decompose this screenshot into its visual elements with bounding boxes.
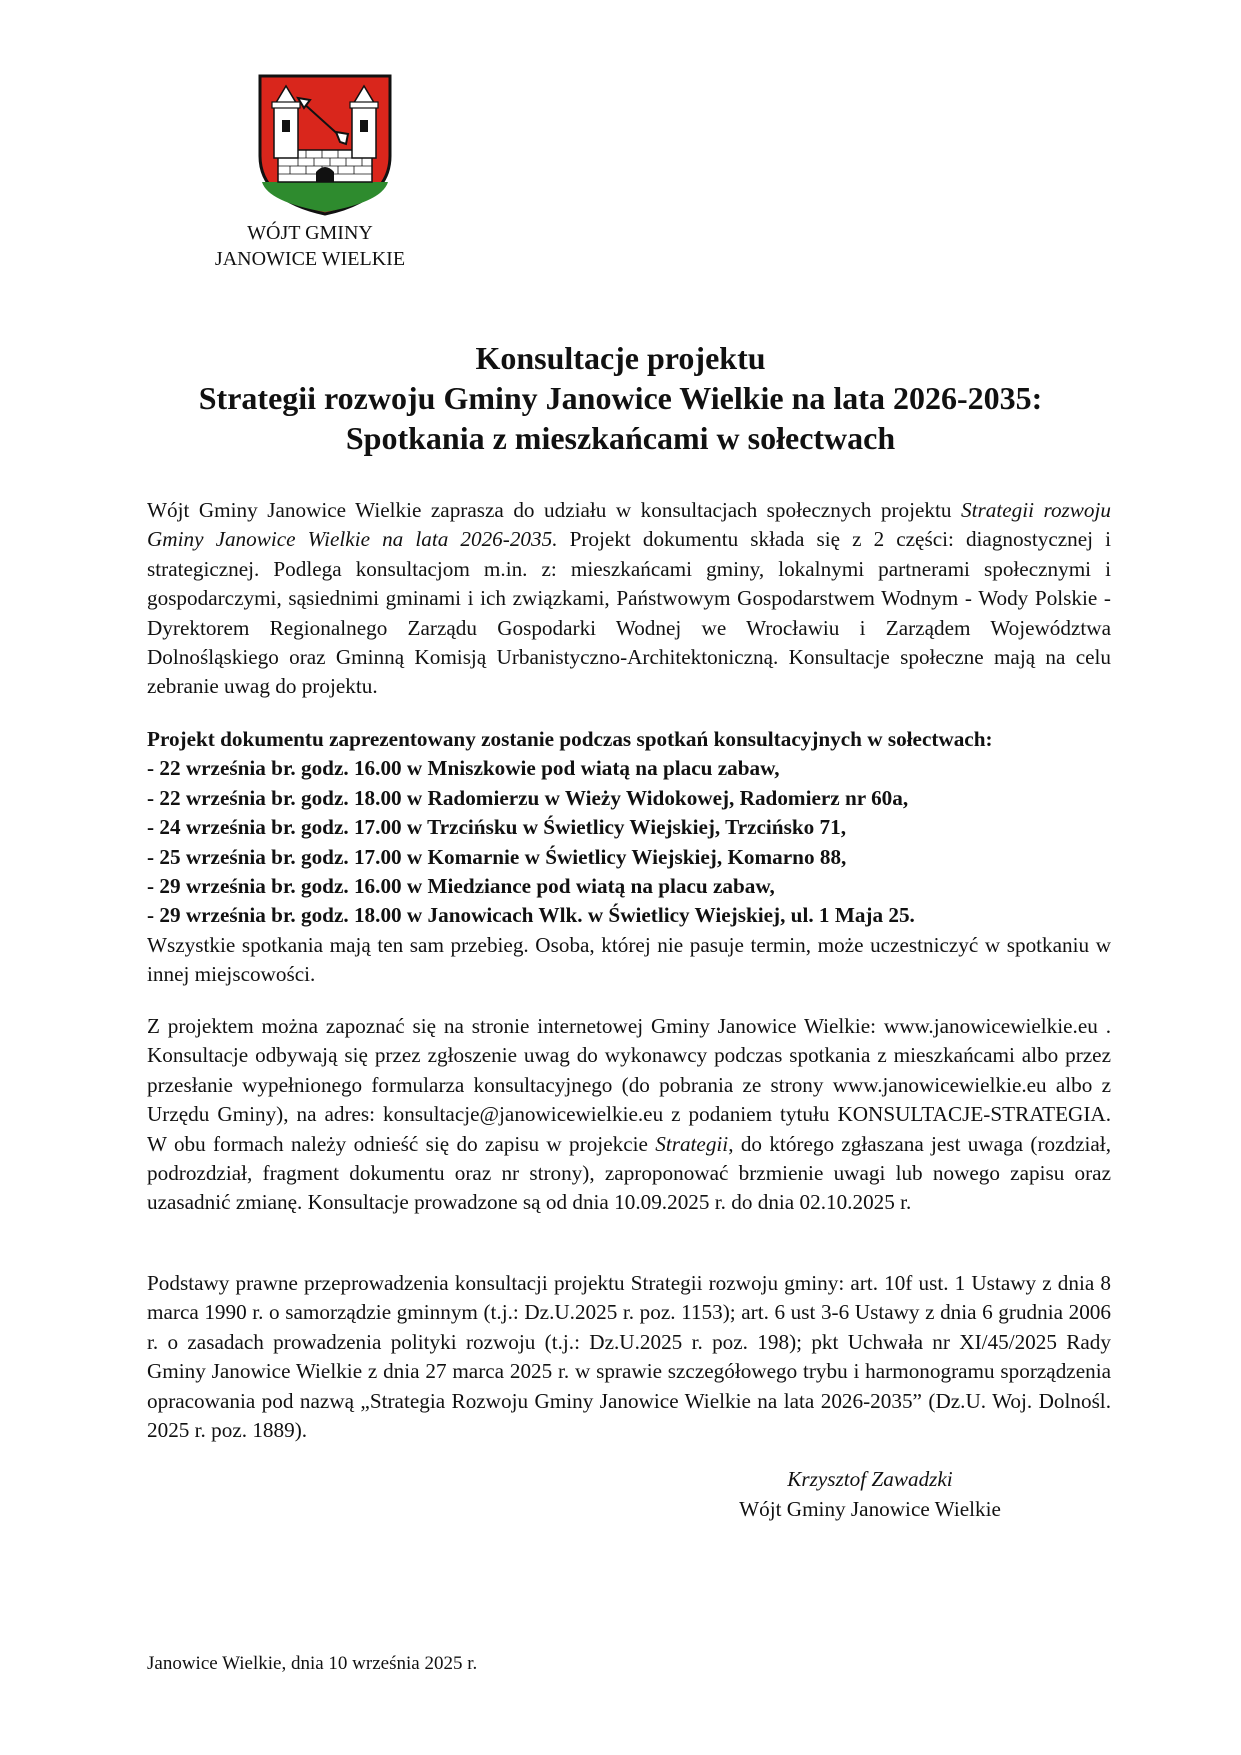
meeting-item: - 22 września br. godz. 16.00 w Mniszkowie pod wiatą na placu zabaw, [147, 756, 780, 781]
document-title [100, 338, 1141, 458]
signature-block [700, 1464, 1040, 1524]
meetings-section [147, 725, 1111, 990]
meeting-item: - 24 września br. godz. 17.00 w Trzcińsku w Świetlicy Wiejskiej, Trzcińsko 71, [147, 815, 846, 840]
meeting-item: - 29 września br. godz. 16.00 w Miedziance pod wiatą na placu zabaw, [147, 874, 775, 899]
meetings-heading: Projekt dokumentu zaprezentowany zostanie podczas spotkań konsultacyjnych w sołectwach: [147, 727, 993, 751]
intro-text-2: Projekt dokumentu składa się z 2 części: diagnostycznej i strategicznej. Podlega konsultacjom m.in. z: mieszkańcami gminy, lokalnymi partnerami społecznymi i gospodarczymi, sąsiednimi gminami i ich związkami, Państwowym Gospodarstwem Wodnym - Wody Polskie - Dyrektorem Regionalnego Zarządu Gospodarki Wodnej we Wrocławiu i Zarządem Województwa Dolnośląskiego oraz Gminną Komisją Urbanistyczno-Architektoniczną. Konsultacje społeczne mają na celu zebranie uwag do projektu. [147, 527, 1111, 699]
submission-italic: Strategii [655, 1131, 729, 1156]
submission-text-2: , do którego zgłaszana jest uwaga (rozdział, podrozdział, fragment dokumentu oraz nr strony), zaproponować brzmienie uwagi lub nowego zapisu oraz uzasadnić zmianę. Konsultacje prowadzone są od dnia 10.09.2025 r. do dnia 02.10.2025 r. [147, 1131, 1111, 1215]
issuer-block [190, 220, 430, 272]
title-line-2: Strategii rozwoju Gminy Janowice Wielkie na lata 2026-2035: [198, 380, 1043, 416]
signature-title: Wójt Gminy Janowice Wielkie [739, 1497, 1001, 1521]
meeting-item: - 29 września br. godz. 18.00 w Janowicach Wlk. w Świetlicy Wiejskiej, ul. 1 Maja 25. [147, 903, 915, 928]
issuer-line-2: JANOWICE WIELKIE [214, 248, 406, 270]
title-line-1: Konsultacje projektu [475, 340, 766, 376]
legal-basis-paragraph: Podstawy prawne przeprowadzenia konsultacji projektu Strategii rozwoju gminy: art. 10f ust. 1 Ustawy z dnia 8 marca 1990 r. o samorządzie gminnym (t.j.: Dz.U.2025 r. poz. 1153); art. 6 ust 3-6 Ustawy z dnia 6 grudnia 2006 r. o zasadach prowadzenia polityki rozwoju (t.j.: Dz.U.2025 r. poz. 198); pkt Uchwała nr XI/45/2025 Rady Gminy Janowice Wielkie z dnia 27 marca 2025 r. w sprawie szczegółowego trybu i harmonogramu sporządzenia opracowania pod nazwą „Strategia Rozwoju Gminy Janowice Wielkie na lata 2026-2035” (Dz.U. Woj. Dolnośl. 2025 r. poz. 1889). [147, 1271, 1111, 1443]
intro-text-1: Wójt Gminy Janowice Wielkie zaprasza do udziału w konsultacjach społecznych projektu [147, 498, 962, 522]
signature-name: Krzysztof Zawadzki [787, 1467, 953, 1491]
submission-paragraph [147, 1012, 1111, 1218]
meeting-item: - 25 września br. godz. 17.00 w Komarnie w Świetlicy Wiejskiej, Komarno 88, [147, 844, 847, 869]
intro-italic-title: Strategii rozwoju Gminy Janowice Wielkie na lata 2026-2035. [147, 498, 1112, 552]
crest-shield-green [262, 182, 388, 212]
place-and-date: Janowice Wielkie, dnia 10 września 2025 r. [147, 1653, 478, 1674]
meetings-note: Wszystkie spotkania mają ten sam przebieg. Osoba, której nie pasuje termin, może uczestniczyć w spotkaniu w innej miejscowości. [147, 932, 1111, 987]
meeting-item: - 22 września br. godz. 18.00 w Radomierzu w Wieży Widokowej, Radomierz nr 60a, [147, 785, 909, 810]
intro-paragraph [147, 496, 1111, 702]
submission-text-1: Z projektem można zapoznać się na stronie internetowej Gminy Janowice Wielkie: www.janowicewielkie.eu . Konsultacje odbywają się przez zgłoszenie uwag do wykonawcy podczas spotkania z mieszkańcami albo przez przesłanie wypełnionego formularza konsultacyjnego (do pobrania ze strony www.janowicewielkie.eu albo z Urzędu Gminy), na adres: konsultacje@janowicewielkie.eu z podaniem tytułu KONSULTACJE-STRATEGIA. W obu formach należy odnieść się do zapisu w projekcie [147, 1014, 1111, 1156]
issuer-line-1: WÓJT GMINY [247, 222, 373, 244]
title-line-3: Spotkania z mieszkańcami w sołectwach [345, 420, 896, 456]
coat-of-arms-icon [256, 72, 394, 218]
